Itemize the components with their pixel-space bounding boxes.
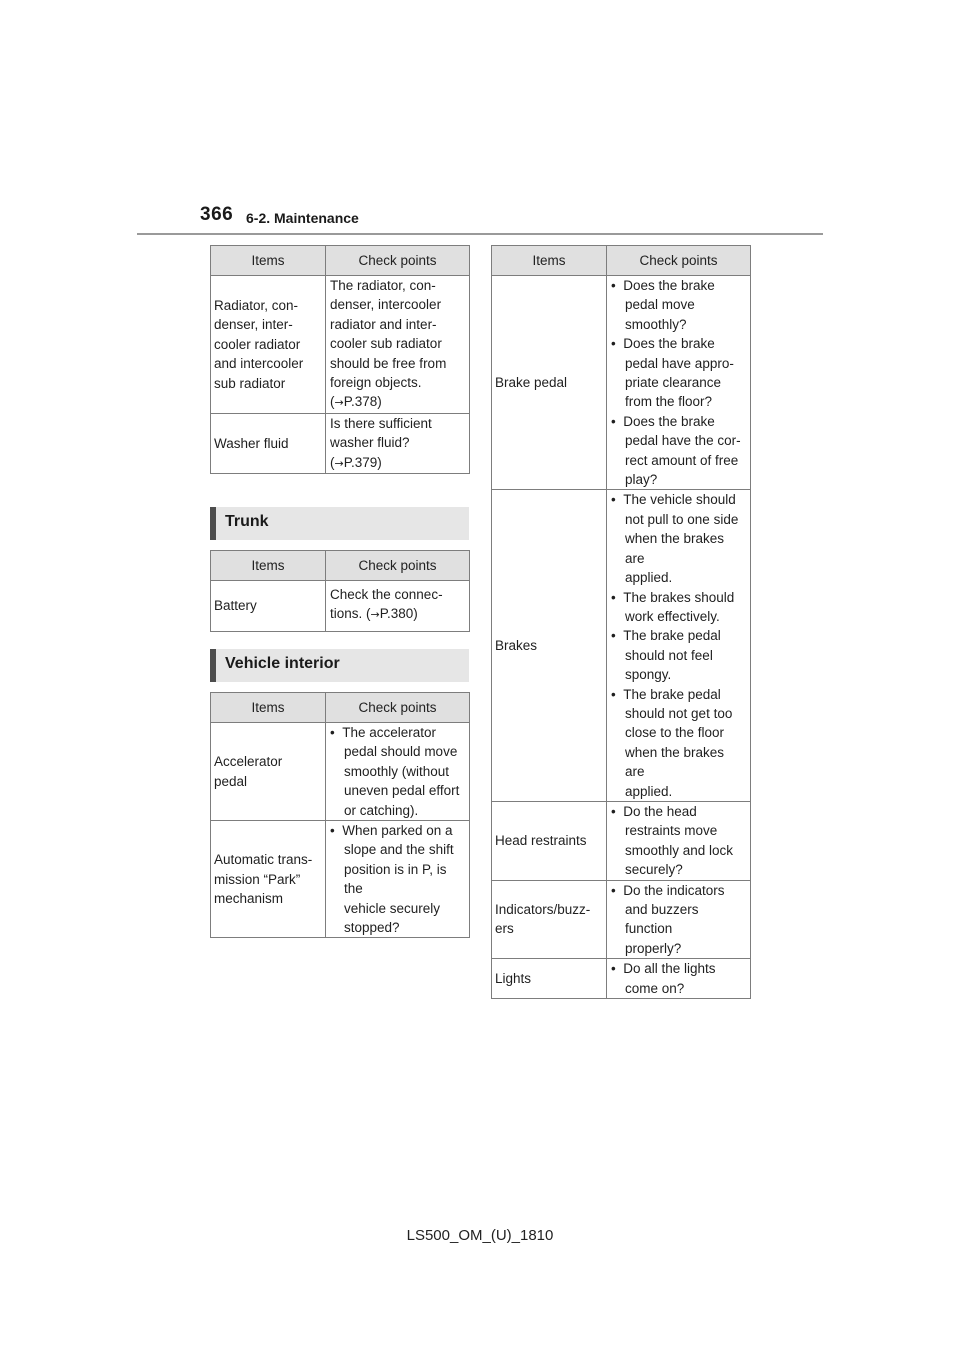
- item-cell: [211, 723, 326, 821]
- item-line: ers: [495, 921, 514, 937]
- check-point-cell: [607, 490, 751, 802]
- check-line: denser, intercooler: [330, 297, 442, 313]
- bullet-item: • Do all the lights come on?: [611, 961, 716, 996]
- item-line: cooler radiator: [214, 336, 301, 352]
- check-line: washer fluid?: [330, 435, 410, 451]
- item-line: sub radiator: [214, 375, 286, 391]
- item-line: pedal: [214, 773, 248, 789]
- item-line: Accelerator: [214, 754, 283, 770]
- item-line: Brake pedal: [495, 375, 568, 391]
- table-header-row: [492, 246, 751, 276]
- check-line: should be free from: [330, 355, 447, 371]
- check-line: Check the connec-: [330, 587, 443, 602]
- page-reference[interactable]: (→P.378): [330, 394, 382, 410]
- table-row: [211, 821, 470, 938]
- check-line: The radiator, con-: [330, 278, 436, 293]
- table-header-row: [211, 693, 470, 723]
- check-line: tions. (: [330, 606, 371, 622]
- table-header-row: [211, 246, 470, 276]
- page-number: 366: [200, 204, 234, 225]
- table-row: [211, 276, 470, 414]
- check-point-cell: [326, 413, 470, 473]
- check-line: Is there sufficient: [330, 415, 432, 431]
- page-reference[interactable]: (→P.379): [330, 454, 382, 470]
- vehicle-interior-continued-table: [491, 245, 751, 999]
- bullet-item: • Does the brake pedal have appro- priate clearance from the floor?: [611, 336, 734, 410]
- bullet-item: • When parked on a slope and the shift position is in P, is the vehicle securely stopped?: [330, 823, 454, 936]
- table-row: [211, 413, 470, 473]
- vehicle-interior-table: [210, 692, 470, 938]
- item-line: Brakes: [495, 638, 538, 654]
- page-reference[interactable]: →P.380): [370, 606, 418, 622]
- column-header-check-points: Check points: [326, 693, 470, 723]
- table-row: [211, 581, 470, 632]
- column-header-items: Items: [492, 246, 607, 276]
- table-header-row: [211, 551, 470, 581]
- header-rule: [137, 233, 823, 235]
- check-line: foreign objects.: [330, 375, 422, 391]
- item-line: Washer fluid: [214, 435, 289, 451]
- table-row: [492, 276, 751, 490]
- item-line: mission “Park”: [214, 871, 301, 887]
- bullet-item: • The brakes should work effectively.: [611, 589, 735, 624]
- check-point-cell: [326, 723, 470, 821]
- item-line: denser, inter-: [214, 317, 293, 333]
- column-header-check-points: Check points: [326, 246, 470, 276]
- item-line: Head restraints: [495, 833, 587, 849]
- column-header-check-points: Check points: [326, 551, 470, 581]
- column-header-items: Items: [211, 551, 326, 581]
- item-line: Automatic trans-: [214, 852, 313, 868]
- section-heading-label: Vehicle interior: [225, 655, 340, 672]
- check-point-cell: [607, 801, 751, 880]
- bullet-item: • The brake pedal should not get too close to the floor when the brakes are applied.: [611, 686, 733, 799]
- arrow-right-icon: →: [334, 456, 344, 470]
- table-row: [492, 801, 751, 880]
- item-cell: [211, 821, 326, 938]
- item-line: and intercooler: [214, 356, 304, 372]
- item-cell: [492, 959, 607, 999]
- check-point-cell: [607, 276, 751, 490]
- item-cell: [492, 880, 607, 959]
- column-header-items: Items: [211, 246, 326, 276]
- table-row: [492, 490, 751, 802]
- item-cell: [211, 276, 326, 414]
- item-cell: [211, 581, 326, 632]
- item-cell: [492, 276, 607, 490]
- bullet-item: • Does the brake pedal have the cor- rect amount of free play?: [611, 413, 741, 488]
- check-point-cell: [326, 581, 470, 632]
- arrow-right-icon: →: [334, 396, 344, 410]
- item-line: mechanism: [214, 890, 284, 906]
- bullet-item: • Do the head restraints move smoothly and lock securely?: [611, 803, 734, 878]
- bullet-item: • The accelerator pedal should move smoothly (without uneven pedal effort or catching).: [330, 725, 460, 818]
- bullet-item: • Does the brake pedal move smoothly?: [611, 278, 715, 332]
- check-line: radiator and inter-: [330, 316, 437, 332]
- trunk-table: [210, 550, 470, 632]
- item-cell: [492, 490, 607, 802]
- section-title: 6-2. Maintenance: [246, 210, 359, 226]
- item-line: Battery: [214, 598, 257, 614]
- item-line: Indicators/buzz-: [495, 902, 591, 917]
- item-cell: [211, 413, 326, 473]
- footer-doc-code: LS500_OM_(U)_1810: [406, 1227, 554, 1244]
- table-row: [492, 959, 751, 999]
- item-line: Lights: [495, 970, 532, 986]
- section-heading-label: Trunk: [225, 513, 269, 530]
- engine-compartment-table: [210, 245, 470, 474]
- table-row: [492, 880, 751, 959]
- check-point-cell: [607, 959, 751, 999]
- check-point-cell: [326, 276, 470, 414]
- section-heading-vehicle-interior: [210, 649, 469, 682]
- arrow-right-icon: →: [370, 608, 380, 622]
- bullet-item: • The brake pedal should not feel spongy.: [611, 628, 721, 683]
- check-point-cell: [607, 880, 751, 959]
- bullet-item: • The vehicle should not pull to one side when the brakes are applied.: [611, 492, 739, 586]
- bullet-item: • Do the indicators and buzzers function properly?: [611, 882, 725, 956]
- check-line: cooler sub radiator: [330, 336, 442, 352]
- column-header-check-points: Check points: [607, 246, 751, 276]
- column-header-items: Items: [211, 693, 326, 723]
- section-heading-trunk: [210, 507, 469, 540]
- item-cell: [492, 801, 607, 880]
- check-point-cell: [326, 821, 470, 938]
- item-line: Radiator, con-: [214, 297, 299, 313]
- table-row: [211, 723, 470, 821]
